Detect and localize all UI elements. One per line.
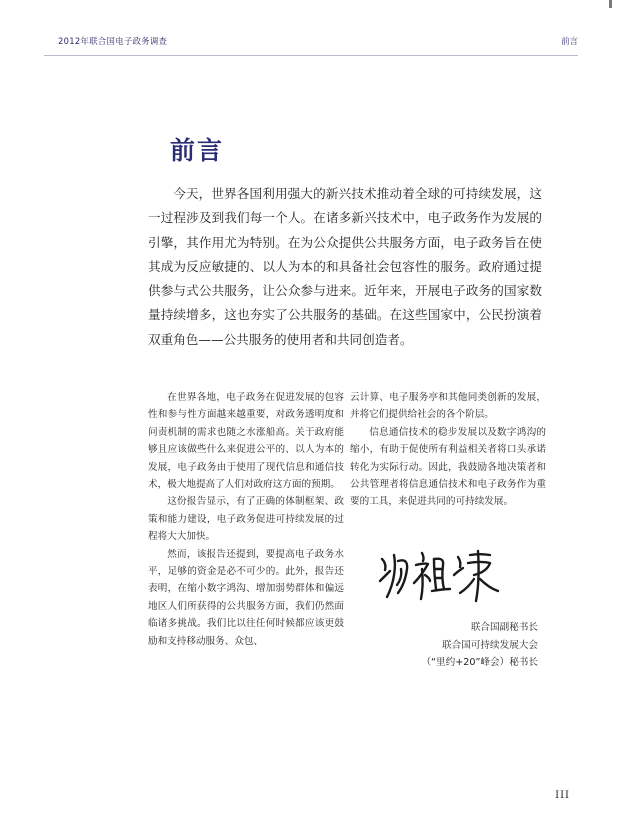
page-title: 前言 xyxy=(170,136,225,165)
body-paragraph: 这份报告显示，有了正确的体制框架、政策和能力建设，电子政务促进可持续发展的过程将大大加快。 xyxy=(148,496,344,543)
signatory-title-line: 联合国副秘书长 xyxy=(470,622,538,633)
running-header-section: 前言 xyxy=(561,36,578,46)
signatory-title-line: （“里约+20”峰会）秘书长 xyxy=(421,657,538,669)
handwritten-signature xyxy=(378,545,500,603)
crop-mark xyxy=(609,0,612,8)
body-paragraph: 云计算、电子服务亭和其他同类创新的发展，并将它们提供给社会的各个阶层。 xyxy=(350,392,546,421)
page-number: III xyxy=(555,790,570,801)
body-paragraph: 信息通信技术的稳步发展以及数字鸿沟的缩小，有助于促使所有利益相关者将口头承诺转化为实际行动。因此，我鼓励各地决策者和公共管理者将信息通信技术和电子政务作为重要的工具，来促进共同的可持续发展。 xyxy=(350,426,546,508)
body-paragraph: 在世界各地，电子政务在促进发展的包容性和参与性方面越来越重要，对政务透明度和问责机制的需求也随之水涨船高。关于政府能够且应该做些什么来促进公平的、以人为本的发展，电子政务由于使用了现代信息和通信技术，极大地提高了人们对政府这方面的预期。 xyxy=(148,392,344,491)
body-column-right xyxy=(350,389,546,511)
body-paragraph: 然而，该报告还提到，要提高电子政务水平，足够的资金是必不可少的。此外，报告还表明，在缩小数字鸿沟、增加弱势群体和偏远地区人们所获得的公共服务方面，我们仍然面临诸多挑战。我们比以往任何时候都应该更鼓励和支持移动服务、众包、 xyxy=(148,548,344,647)
body-column-left xyxy=(148,389,344,650)
signatory-titles xyxy=(421,619,538,672)
header-divider xyxy=(44,55,578,56)
signatory-title-line: 联合国可持续发展大会 xyxy=(442,639,538,651)
intro-paragraph: 今天，世界各国利用强大的新兴技术推动着全球的可持续发展，这一过程涉及到我们每一个人。在诸多新兴技术中，电子政务作为发展的引擎，其作用尤为特别。在为公众提供公共服务方面，电子政务旨在使其成为反应敏捷的、以人为本的和具备社会包容性的服务。政府通过提供参与式公共服务，让公众参与进来。近年来，开展电子政务的国家数量持续增多，这也夯实了公共服务的基础。在这些国家中，公民扮演着双重角色——公共服务的使用者和共同创造者。 xyxy=(148,186,542,347)
running-header-title: 2012年联合国电子政务调查 xyxy=(58,36,168,46)
